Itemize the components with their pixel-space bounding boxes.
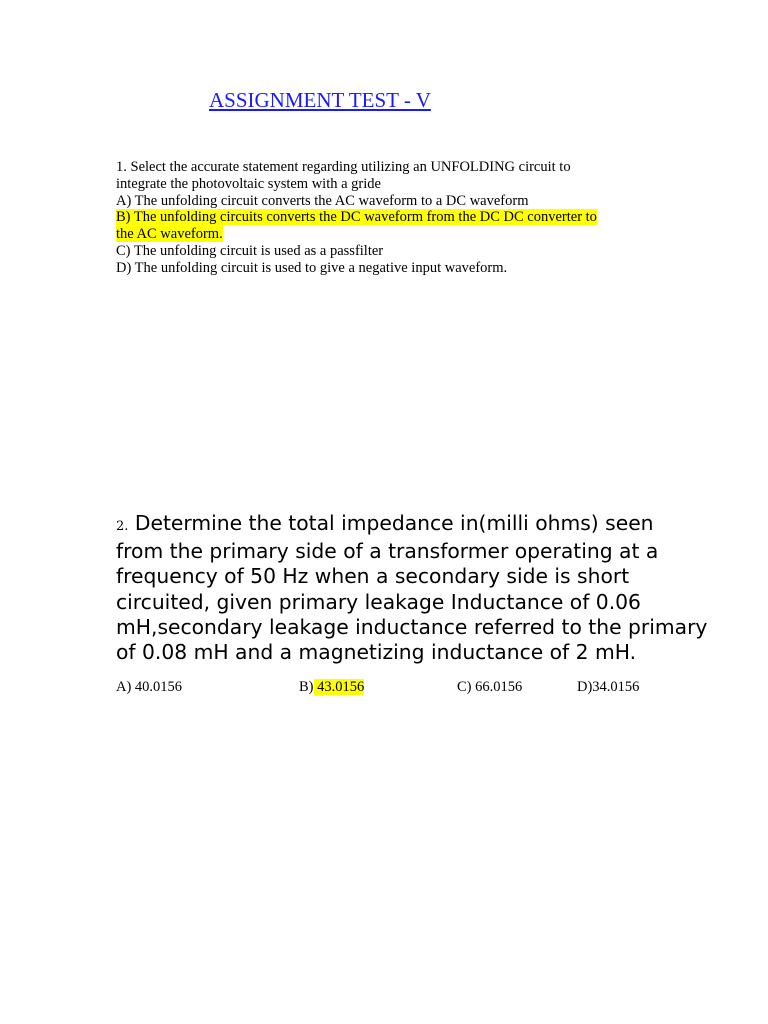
q2-option-b [299,679,364,696]
q1-option-d: D) The unfolding circuit is used to give a negative input waveform. [116,259,508,276]
q1-stem-line-2: integrate the photovoltaic system with a gride [116,175,381,192]
question-2 [116,511,708,665]
q2-line-5: mH,secondary leakage inductance referred to the primary [116,614,708,639]
q2-number: 2. [116,519,129,534]
q2-option-b-prefix: B) [299,679,314,695]
q2-option-d: D)34.0156 [577,679,640,695]
q2-option-b-highlight: 43.0156 [313,679,365,695]
q1-option-b-line-1 [116,209,656,226]
q2-line-6: of 0.08 mH and a magnetizing inductance of 2 mH. [116,640,637,665]
q1-option-a: A) The unfolding circuit converts the AC waveform to a DC waveform [116,192,529,209]
q1-option-b-highlight-2: the AC waveform. [116,226,223,243]
q2-line-1 [116,511,676,539]
q2-line-3: frequency of 50 Hz when a secondary side is short [116,564,630,589]
q2-line-2: from the primary side of a transformer operating at a [116,539,659,564]
q1-stem-line-1: 1. Select the accurate statement regarding utilizing an UNFOLDING circuit to [116,159,571,175]
q2-line-4: circuited, given primary leakage Inductance of 0.06 [116,589,641,614]
q2-option-a: A) 40.0156 [116,679,183,695]
q1-option-c: C) The unfolding circuit is used as a passfilter [116,242,384,259]
page-title: ASSIGNMENT TEST - V [209,88,431,112]
question-1 [116,159,656,277]
q1-option-b-line-2 [116,226,656,243]
q1-option-b-highlight-1: B) The unfolding circuits converts the DC waveform from the DC DC converter to [116,209,597,226]
q2-line-1-text: Determine the total impedance in(milli ohms) seen [134,511,654,535]
q2-option-c: C) 66.0156 [457,679,523,695]
